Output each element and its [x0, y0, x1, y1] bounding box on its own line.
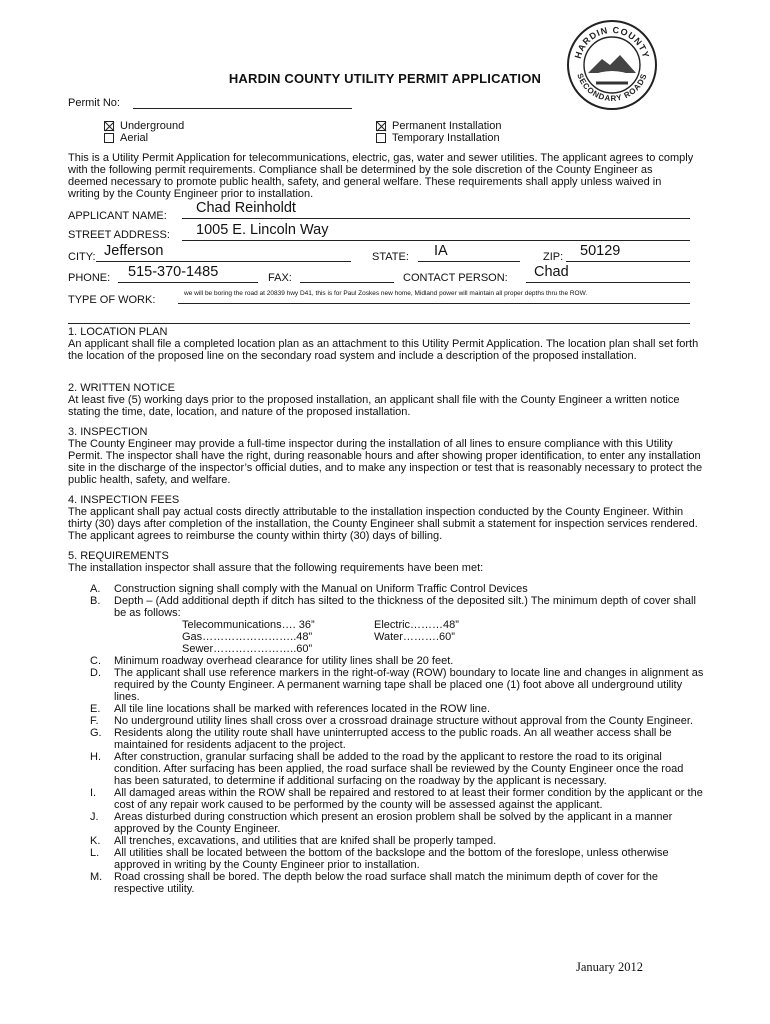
section-heading: 5. REQUIREMENTS: [68, 550, 169, 562]
section-heading: 4. INSPECTION FEES: [68, 494, 180, 506]
type-of-work-value: we will be boring the road at 20839 hwy D41, this is for Paul Zoskes new home, Midland power will maintain all proper depths thru the ROW.: [184, 290, 588, 297]
temporary-label: Temporary Installation: [392, 132, 500, 144]
applicant-name-field[interactable]: [182, 218, 690, 219]
underground-label: Underground: [120, 120, 185, 132]
fax-field[interactable]: [300, 282, 394, 283]
list-item: C. Minimum roadway overhead clearance for utility lines shall be 20 feet.: [90, 655, 454, 667]
contact-person-field[interactable]: [526, 282, 690, 283]
phone-value: 515-370-1485: [128, 264, 219, 280]
list-item: G. Residents along the utility route shall have uninterrupted access to the public roads. An all weather access shall be maintained for residents adjacent to the project.: [90, 727, 672, 751]
section-heading: 1. LOCATION PLAN: [68, 326, 168, 338]
section-inspection: [68, 426, 704, 486]
phone-label: PHONE:: [68, 272, 111, 284]
list-item: H. After construction, granular surfacing shall be added to the road by the applicant to restore the road to its original condition. After surfacing has been applied, the road surface shall be reviewed by the County Engineer once the road has been saturated, to determine if additional surfacing on the roadway by the applicant is necessary.: [90, 751, 684, 787]
state-field[interactable]: [418, 261, 520, 262]
section-body: The applicant shall pay actual costs directly attributable to the installation inspection conducted by the County Engineer. Within thirty (30) days after completion of the installation, the County Engineer shall submit a statement for inspection services rendered. The applicant agrees to reimburse the county within thirty (30) days of billing.: [68, 506, 698, 542]
city-label: CITY:: [68, 251, 96, 263]
street-address-field[interactable]: [182, 240, 690, 241]
section-body: An applicant shall file a completed location plan as an attachment to this Utility Permit Application. The location plan shall set forth the location of the proposed line on the secondary road system and include a description of the proposed installation.: [68, 338, 699, 362]
requirements-list: [90, 583, 704, 895]
permanent-checkbox[interactable]: [376, 121, 386, 131]
list-item: K. All trenches, excavations, and utilities that are knifed shall be properly tamped.: [90, 835, 497, 847]
type-of-work-label: TYPE OF WORK:: [68, 294, 156, 306]
permit-no-label: Permit No:: [68, 97, 120, 109]
list-item: D. The applicant shall use reference markers in the right-of-way (ROW) boundary to locate line and changes in alignment as required by the County Engineer. A permanent warning tape shall be placed one (1) foot above all underground utility lines.: [90, 667, 704, 703]
list-item: F. No underground utility lines shall cross over a crossroad drainage structure without approval from the County Engineer.: [90, 715, 694, 727]
depth-electric: Electric………48”: [374, 619, 459, 631]
phone-field[interactable]: [118, 282, 258, 283]
section-heading: 3. INSPECTION: [68, 426, 148, 438]
section-inspection-fees: [68, 494, 704, 542]
depth-gas: Gas……………………..48”: [182, 631, 313, 643]
section-written-notice: [68, 382, 704, 418]
state-value: IA: [434, 243, 448, 259]
street-address-value: 1005 E. Lincoln Way: [196, 222, 329, 238]
list-item: A. Construction signing shall comply with the Manual on Uniform Traffic Control Devices: [90, 583, 528, 595]
permit-no-field[interactable]: [133, 108, 352, 109]
permanent-label: Permanent Installation: [392, 120, 502, 132]
street-address-label: STREET ADDRESS:: [68, 229, 170, 241]
intro-paragraph: This is a Utility Permit Application for telecommunications, electric, gas, water and sewer utilities. The applicant agrees to comply with the following permit requirements. Compliance shall be determined by the sole discretion of the County Engineer as deemed necessary to promote public health, safety, and general welfare. These requirements shall apply unless waived in writing by the County Engineer prior to installation.: [68, 152, 694, 200]
aerial-checkbox[interactable]: [104, 133, 114, 143]
section-location-plan: [68, 326, 704, 362]
list-item: J. Areas disturbed during construction which present an erosion problem shall be solved by the applicant in a manner approved by the County Engineer.: [90, 811, 673, 835]
svg-text:HARDIN COUNTY: HARDIN COUNTY: [572, 24, 652, 60]
section-body: At least five (5) working days prior to the proposed installation, an applicant shall file with the County Engineer a written notice stating the time, date, location, and nature of the proposed installation.: [68, 394, 680, 418]
type-of-work-field-line-2[interactable]: [68, 323, 690, 324]
contact-person-value: Chad: [534, 264, 569, 280]
applicant-name-value: Chad Reinholdt: [196, 200, 296, 216]
contact-person-label: CONTACT PERSON:: [403, 272, 508, 284]
list-item: M. Road crossing shall be bored. The depth below the road surface shall match the minimum depth of cover for the respective utility.: [90, 871, 658, 895]
section-heading: 2. WRITTEN NOTICE: [68, 382, 175, 394]
city-value: Jefferson: [104, 243, 164, 259]
list-item: L. All utilities shall be located between the bottom of the backslope and the bottom of the foreslope, unless otherwise approved in writing by the County Engineer prior to installation.: [90, 847, 669, 871]
depth-row: [90, 619, 704, 631]
section-body: The County Engineer may provide a full-time inspector during the installation of all lines to ensure compliance with this Utility Permit. The inspector shall have the right, during reasonable hours and after showing proper identification, to enter any installation site in the discharge of the inspector’s official duties, and to make any inspection or test that is reasonably necessary to protect the public health, safety, and welfare.: [68, 438, 703, 486]
zip-value: 50129: [580, 243, 621, 259]
depth-row: [90, 643, 704, 655]
depth-water: Water……….60”: [374, 631, 455, 643]
zip-field[interactable]: [566, 261, 690, 262]
list-item: I. All damaged areas within the ROW shall be repaired and restored to at least their former condition by the applicant or the cost of any repair work caused to be performed by the county will be assessed against the applicant.: [90, 787, 703, 811]
depth-row: [90, 631, 704, 643]
aerial-option[interactable]: [104, 132, 148, 144]
list-item: E. All tile line locations shall be marked with references located in the ROW line.: [90, 703, 491, 715]
list-item: B. Depth – (Add additional depth if ditch has silted to the thickness of the deposited silt.) The minimum depth of cover shall be as follows:: [90, 595, 696, 619]
svg-text:SECONDARY ROADS: SECONDARY ROADS: [575, 72, 649, 104]
permanent-option[interactable]: [376, 120, 501, 132]
type-of-work-field[interactable]: [178, 303, 690, 304]
depth-telecom: Telecommunications…. 36”: [182, 619, 315, 631]
underground-option[interactable]: [104, 120, 184, 132]
underground-checkbox[interactable]: [104, 121, 114, 131]
applicant-name-label: APPLICANT NAME:: [68, 210, 167, 222]
section-requirements: [68, 550, 704, 574]
aerial-label: Aerial: [120, 132, 149, 144]
zip-label: ZIP:: [543, 251, 564, 263]
section-body: The installation inspector shall assure that the following requirements have been met:: [68, 562, 484, 574]
depth-sewer: Sewer…………………..60”: [182, 643, 313, 655]
temporary-checkbox[interactable]: [376, 133, 386, 143]
document-title: HARDIN COUNTY UTILITY PERMIT APPLICATION: [228, 71, 542, 86]
temporary-option[interactable]: [376, 132, 500, 144]
fax-label: FAX:: [268, 272, 292, 284]
footer-date: January 2012: [576, 960, 643, 974]
county-seal-logo: [566, 19, 658, 111]
state-label: STATE:: [372, 251, 409, 263]
city-field[interactable]: [96, 261, 351, 262]
